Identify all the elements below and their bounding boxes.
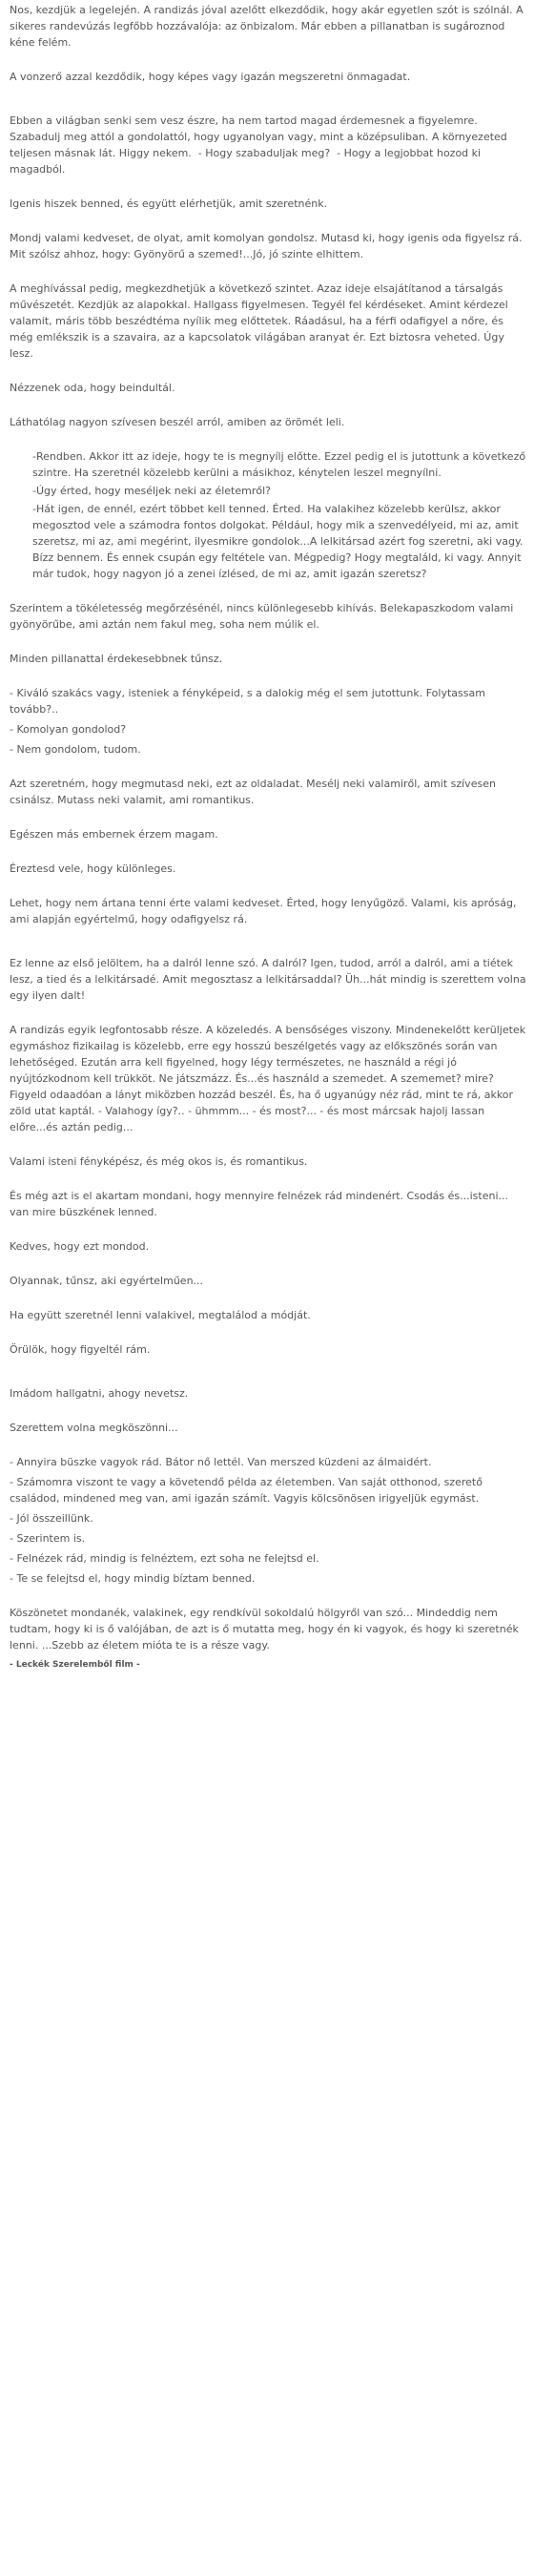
- paragraph: Minden pillanattal érdekesebbnek tűnsz.: [10, 653, 223, 665]
- dialogue-line: -Úgy érted, hogy meséljek neki az életemről?: [32, 485, 271, 497]
- paragraph: És még azt is el akartam mondani, hogy mennyire felnézek rád mindenért. Csodás és...isteni... van mire büszkének lenned.: [10, 1190, 512, 1218]
- paragraph: Ha együtt szeretnél lenni valakivel, megtalálod a módját.: [10, 1309, 311, 1321]
- paragraph: Éreztesd vele, hogy különleges.: [10, 862, 176, 875]
- paragraph: Örülök, hogy figyeltél rám.: [10, 1343, 151, 1356]
- signature-wrap: [0, 1657, 534, 1673]
- paragraph: - Nem gondolom, tudom.: [10, 743, 141, 756]
- paragraph: Imádom hallgatni, ahogy nevetsz.: [10, 1387, 189, 1400]
- paragraph: A meghívással pedig, megkezdhetjük a következő szintet. Azaz ideje elsajátítanod a társalgás művészetét. Kezdjük az alapokkal. Hallgass figyelmesen. Tegyél fel kérdéseket. Amint kérdezel valamit, máris több beszédtéma nyílik meg előttetek. Ráadásul, ha a férfi odafigyel a nőre, és még emlékszik is a szavaira, az a kapcsolatok világában aranyat ér. Ezt biztosra veheted. Úgy lesz.: [10, 282, 512, 360]
- paragraph: Egészen más embernek érzem magam.: [10, 828, 218, 841]
- paragraph: Mondj valami kedveset, de olyat, amit komolyan gondolsz. Mutasd ki, hogy igenis oda figyelsz rá. Mit szólsz ahhoz, hogy: Gyönyörű a szemed!...Jó, jó szinte elhittem.: [10, 232, 529, 260]
- signature: - Leckék Szerelemből film -: [10, 1660, 140, 1670]
- paragraph: - Felnézek rád, mindig is felnéztem, ezt soha ne felejtsd el.: [10, 1552, 319, 1565]
- paragraph: Láthatólag nagyon szívesen beszél arról, amiben az örömét leli.: [10, 416, 345, 428]
- paragraph: Szerintem a tökéletesség megőrzésénél, nincs különlegesebb kihívás. Belekapaszkodom valami gyönyörűbe, ami aztán nem fakul meg, soha nem múlik el.: [10, 602, 517, 631]
- paragraph: Kedves, hogy ezt mondod.: [10, 1240, 150, 1253]
- paragraph: - Kiváló szakács vagy, isteniek a fényképeid, s a dalokig még el sem jutottunk. Folytassam tovább?..: [10, 687, 489, 716]
- paragraph: Ez lenne az első jelöltem, ha a dalról lenne szó. A dalról? Igen, tudod, arról a dalról, ami a tiétek lesz, a tied és a lelkitársadé. Amit megosztasz a lelkitársaddal? Üh...hát mindig is szerettem volna egy ilyen dalt!: [10, 957, 530, 1002]
- paragraph: Köszönetet mondanék, valakinek, egy rendkívül sokoldalú hölgyről van szó... Mindeddig nem tudtam, hogy ki is ő valójában, de azt is ő mutatta meg, hogy én ki vagyok, és hogy ki szeretnék lenni. ...Szebb az életem mióta te is a része vagy.: [10, 1607, 523, 1652]
- dialogue-line: -Rendben. Akkor itt az ideje, hogy te is megnyílj előtte. Ezzel pedig el is jutottunk a következő szintre. Ha szeretnél közelebb kerülni a másikhoz, kénytelen leszel megnyílni.: [32, 450, 529, 479]
- paragraph: - Annyira büszke vagyok rád. Bátor nő lettél. Van merszed küzdeni az álmaidért.: [10, 1456, 432, 1468]
- paragraph: - Szerintem is.: [10, 1532, 86, 1545]
- paragraph: Nézzenek oda, hogy beindultál.: [10, 382, 175, 394]
- paragraph: Lehet, hogy nem ártana tenni érte valami kedveset. Érted, hogy lenyűgöző. Valami, kis apróság, ami alapján egyértelmű, hogy odafigyelsz rá.: [10, 897, 521, 925]
- paragraph: Szerettem volna megköszönni...: [10, 1422, 178, 1434]
- dialogue-line: -Hát igen, de ennél, ezért többet kell tenned. Érted. Ha valakihez közelebb kerülsz, akkor megosztod vele a számodra fontos dolgokat. Például, hogy mik a szenvedélyeid, mi az, amit szeretsz, mi az, ami megérint, ilyesmikre gondolok...A lelkitársad azért fog szeretni, aki vagy. Bízz bennem. És ennek csupán egy feltétele van. Mégpedig? Hogy megtaláld, ki vagy. Annyit már tudok, hogy nagyon jó a zenei ízlésed, de mi az, amit igazán szeretsz?: [32, 503, 526, 580]
- paragraph: - Jól összeillünk.: [10, 1512, 93, 1525]
- paragraph: Valami isteni fényképész, és még okos is, és romantikus.: [10, 1155, 308, 1168]
- paragraph: - Számomra viszont te vagy a követendő példa az életemben. Van saját otthonod, szerető családod, mindened meg van, ami igazán számít. Vagyis kölcsönösen irigyeljük egymást.: [10, 1476, 486, 1505]
- paragraph: Igenis hiszek benned, és együtt elérhetjük, amit szeretnénk.: [10, 197, 328, 210]
- paragraph: - Komolyan gondolod?: [10, 723, 127, 736]
- paragraph: Olyannak, tűnsz, aki egyértelműen...: [10, 1275, 204, 1287]
- paragraph: - Te se felejtsd el, hogy mindig bíztam benned.: [10, 1572, 256, 1585]
- paragraph: Ebben a világban senki sem vesz észre, ha nem tartod magad érdemesnek a figyelemre. Szabadulj meg attól a gondolattól, hogy ugyanolyan vagy, mint a középsuliban. A környezeted teljesen másnak lát. Higgy nekem. - Hogy szabaduljak meg? - Hogy a legjobbat hozod ki magadból.: [10, 114, 511, 176]
- paragraph: A randizás egyik legfontosabb része. A közeledés. A bensőséges viszony. Mindenekelőtt kerüljetek egymáshoz fizikailag is közelebb, erre egy hosszú beszélgetés vagy az előkszönés során van lehetőséged. Ezután arra kell figyelned, hogy légy természetes, ne használd a régi jó nyújtózkodnom kell trükköt. Ne játszmázz. És...és használd a szemedet. A szememet? mire? Figyeld odaadóan a lányt miközben hozzád beszél. És, ha ő ugyanúgy néz rád, mint te rá, akkor zöld utat kaptál. - Valahogy így?.. - ühmmm... - és most?... - és most márcsak hajolj lassan előre...és aztán pedig...: [10, 1024, 529, 1133]
- paragraph: Azt szeretném, hogy megmutasd neki, ezt az oldaladat. Mesélj neki valamiről, amit szívesen csinálsz. Mutass neki valamit, ami romantikus.: [10, 778, 500, 806]
- paragraph: A vonzerő azzal kezdődik, hogy képes vagy igazán megszeretni önmagadat.: [10, 71, 411, 83]
- paragraph: Nos, kezdjük a legelején. A randizás jóval azelőtt elkezdődik, hogy akár egyetlen szót is szólnál. A sikeres randevúzás legfőbb hozzávalója: az önbizalom. Már ebben a pillanatban is sugároznod kéne felém.: [10, 4, 527, 49]
